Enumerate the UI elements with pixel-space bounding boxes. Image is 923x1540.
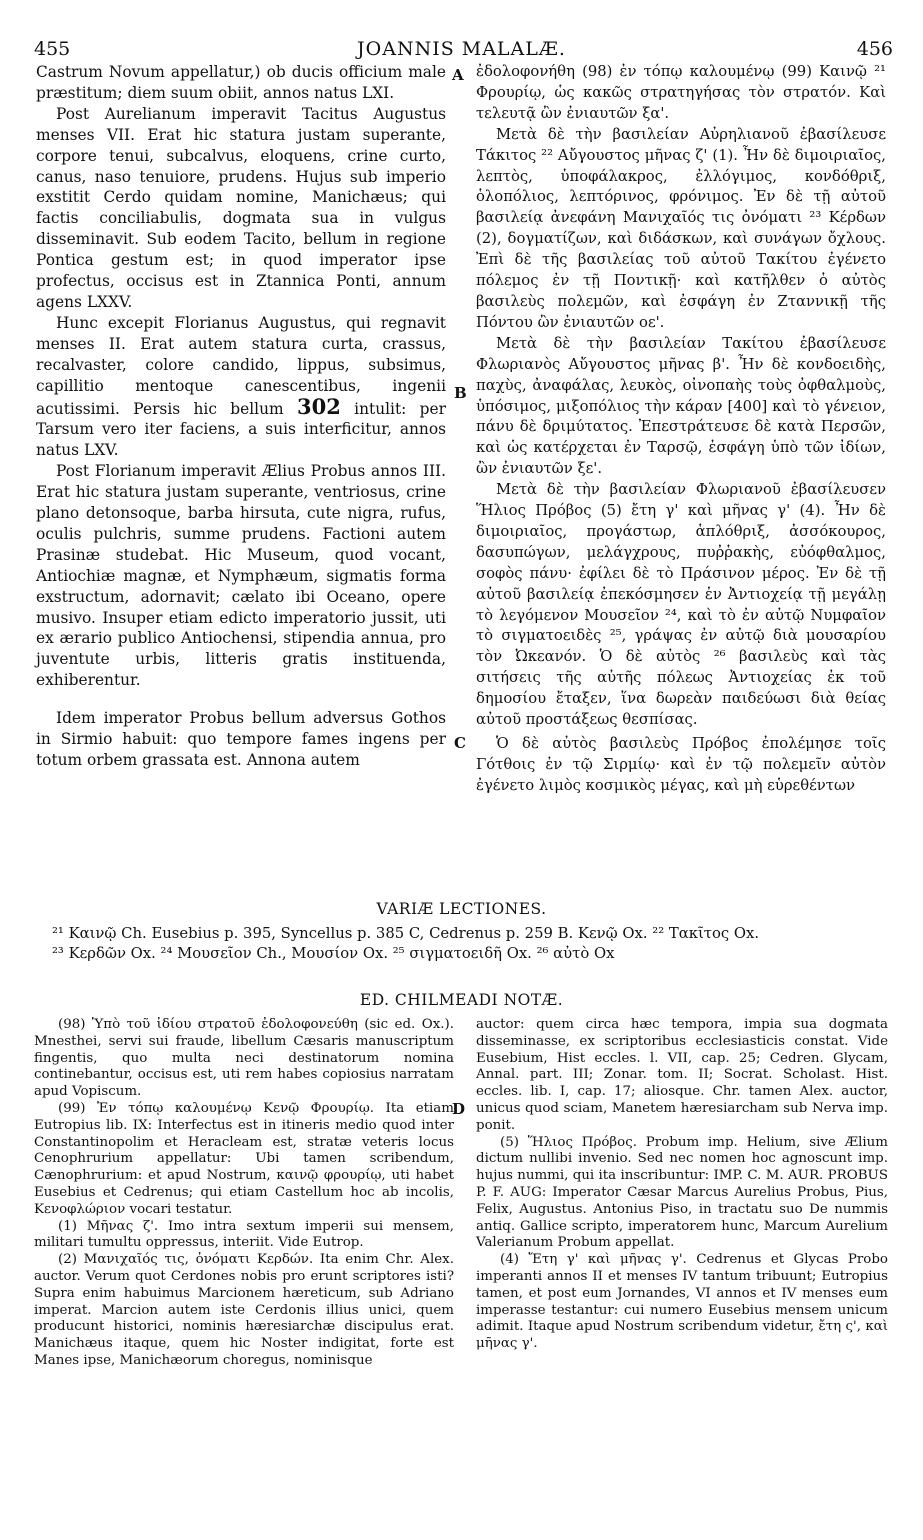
column-number: 302 bbox=[296, 393, 341, 419]
running-title: JOANNIS MALALÆ. bbox=[357, 38, 566, 60]
page-header bbox=[0, 38, 923, 62]
margin-letter-c: C bbox=[454, 734, 466, 752]
greek-column bbox=[476, 62, 886, 797]
margin-letter-a: A bbox=[452, 66, 464, 84]
notes-heading: ED. CHILMEADI NOTÆ. bbox=[359, 991, 564, 1009]
variae-heading: VARIÆ LECTIONES. bbox=[376, 900, 547, 918]
latin-text: intulit: per Tarsum vero iter faciens, a suis interficitur, annos natus LXV. bbox=[36, 399, 446, 460]
greek-paragraph: ἐδολοφονήθη (98) ἐν τόπῳ καλουμένῳ (99) Καινῷ ²¹ Φρουρίῳ, ὡς κακῶς στρατηγήσας τὸν στρατόν. Καὶ τελευτᾷ ὢν ἐνιαυτῶν ξα'. bbox=[476, 63, 886, 122]
page-number-right: 456 bbox=[856, 38, 893, 60]
greek-paragraph: Μετὰ δὲ τὴν βασιλείαν Φλωριανοῦ ἐβασίλευσεν Ἥλιος Πρόβος (5) ἔτη γ' καὶ μῆνας γ' (4). Ἦν δὲ διμοιριαῖος, προγάστωρ, ἁπλόθριξ, ἀσσόκουρος, δασυπώγων, μελάγχρους, πυῤῥακὴς, εὐόφθαλμος, σοφὸς πάνυ· ἐφίλει δὲ τὸ Πράσινον μέρος. Ἐν δὲ τῇ αὐτοῦ βασιλείᾳ ἐπεκόσμησεν ἐν Ἀντιοχείᾳ τῇ μεγάλῃ τὸ λεγόμενον Μουσεῖον ²⁴, καὶ τὸ ἐν αὐτῷ Νυμφαῖον τὸ σιγματοειδὲς ²⁵, γράψας ἐν αὐτῷ διὰ μουσαρίου τὸν Ὠκεανόν. Ὁ δὲ αὐτὸς ²⁶ βασιλεὺς καὶ τὰς σιτήσεις τῆς αὐτῆς πόλεως Ἀντιοχείας ἐκ τοῦ δημοσίου ἔταξεν, ἵνα δωρεὰν παιδεύωσι διὰ θείας αὐτοῦ προστάξεως θεσπίσας. bbox=[476, 481, 886, 729]
notes-right-column bbox=[476, 1017, 888, 1353]
note-4: (4) Ἔτη γ' καὶ μῆνας γ'. Cedrenus et Glycas Probo imperanti annos II et menses IV tantum tribuunt; Eutropius tamen, et post eum Jornandes, VI annos et IV menses eum imperasse testantur: cui numero Eusebius mensem unicum adimit. Itaque apud Nostrum scribendum videtur, ἔτη ς', καὶ μῆνας γ'. bbox=[476, 1252, 888, 1352]
latin-text: Hunc excepit Florianus Augustus, qui regnavit menses II. Erat autem statura curta, crassus, recalvaster, colore candido, lippus, subsimus, capillitio mentoque canescentibus, ingenii acutissimi. Persis hic bellum bbox=[36, 313, 446, 418]
greek-paragraph: Ὁ δὲ αὐτὸς βασιλεὺς Πρόβος ἐπολέμησε τοῖς Γότθοις ἐν τῷ Σιρμίῳ· καὶ ἐν τῷ πολεμεῖν αὐτὸν ἐγένετο λιμὸς κοσμικὸς μέγας, καὶ μὴ εὑρεθέντων bbox=[476, 735, 886, 794]
note-5: (5) Ἥλιος Πρόβος. Probum imp. Helium, sive Ælium dictum nullibi invenio. Sed nec nomen hoc agnoscunt imp. hujus nummi, qui ita inscribuntur: IMP. C. M. AUR. PROBUS P. F. AUG: Imperator Cæsar Marcus Aurelius Probus, Pius, Felix, Augustus. Antonius Piso, in tractatu suo De nummis antiq. Gallice scripto, imperatorem hunc, Marcum Aurelium Valerianum Probum appellat. bbox=[476, 1134, 888, 1251]
variant-line: ²¹ Καινῷ Ch. Eusebius p. 395, Syncellus p. 385 C, Cedrenus p. 259 B. Κενῷ Ox. ²² Τακῖτος Ox. bbox=[52, 925, 760, 942]
greek-paragraph: Μετὰ δὲ τὴν βασιλείαν Τακίτου ἐβασίλευσε Φλωριανὸς Αὔγουστος μῆνας β'. Ἦν δὲ κονδοειδὴς, παχὺς, ἀναφάλας, λευκὸς, οἰνοπαὴς τοὺς ὀφθαλμοὺς, ὑπόσιμος, μιξοπόλιος τὴν κάραν [400] καὶ τὸ γένειον, πάνυ δὲ δριμύτατος. Ἐπεστράτευσε δὲ κατὰ Περσῶν, καὶ ὡς κατέρχεται ἐν Ταρσῷ, ἐσφάγη ὑπὸ τῶν ἰδίων, ὢν ἐνιαυτῶν ξε'. bbox=[476, 334, 886, 478]
note-1: (1) Μῆνας ζ'. Imo intra sextum imperii sui mensem, militari tumultu oppressus, interiit. Vide Eutrop. bbox=[34, 1218, 454, 1251]
margin-letter-b: B bbox=[454, 384, 467, 402]
latin-paragraph: Castrum Novum appellatur,) ob ducis officium male præstitum; diem suum obiit, annos natus LXI. bbox=[36, 63, 446, 102]
note-98: (98) Ὑπὸ τοῦ ἰδίου στρατοῦ ἐδολοφονεύθη (sic ed. Ox.). Mnesthei, servi sui fraude, libellum Cæsaris manuscriptum fingentis, quo multa neci destinatorum nomina continebantur, occisus est, uti rem habes copiosius narratam apud Vopiscum. bbox=[34, 1017, 454, 1100]
note-99: (99) Ἐν τόπῳ καλουμένῳ Κενῷ Φρουρίῳ. Ita etiam Eutropius lib. IX: Interfectus est in itineris medio quod inter Constantinopolim et Heracleam est, stratæ veteris locus Cenophrurium appellatur: Ubi tamen scribendum, Cænophrurium: et apud Nostrum, καινῷ φρουρίῳ, uti habet Eusebius et Cedrenus; qui etiam Castellum hoc ab incolis, Κενοφλώριον vocari testatur. bbox=[34, 1100, 454, 1217]
variae-lectiones bbox=[52, 924, 892, 964]
note-continuation: auctor: quem circa hæc tempora, impia sua dogmata disseminasse, ex scriptoribus ecclesiasticis constat. Vide Eusebium, Hist eccles. l. VII, cap. 25; Cedren. Glycam, Annal. part. III; Zonar. tom. II; Socrat. Scholast. Hist. eccles. lib. I, cap. 17; aliosque. Chr. tamen Alex. auctor, unicus quod sciam, Manetem hæresiarcham sub Nerva imp. ponit. bbox=[476, 1017, 888, 1133]
latin-paragraph bbox=[36, 313, 446, 461]
variant-line: ²³ Κερδῶν Ox. ²⁴ Μουσεῖον Ch., Μουσίον Ox. ²⁵ σιγματοειδῆ Ox. ²⁶ αὐτὸ Ox bbox=[52, 945, 615, 962]
latin-paragraph: Post Aurelianum imperavit Tacitus Augustus menses VII. Erat hic statura justam superante, corpore tenui, subcalvus, eloquens, crine curto, canus, naso tenuiore, prudens. Hujus sub imperio exstitit Cerdo quidam nomine, Manichæus; qui factis conciliabulis, dogmata sua in vulgus disseminavit. Sub eodem Tacito, bellum in regione Pontica gestum est; in quod imperator ipse profectus, occisus est in Ztannica Ponti, annum agens LXXV. bbox=[36, 104, 446, 311]
greek-paragraph: Μετὰ δὲ τὴν βασιλείαν Αὐρηλιανοῦ ἐβασίλευσε Τάκιτος ²² Αὔγουστος μῆνας ζ' (1). Ἦν δὲ διμοιριαῖος, λεπτὸς, ὑποφάλακρος, ἐλλόγιμος, κονδόθριξ, ὁλοπόλιος, λεπτόρινος, φρόνιμος. Ἐν δὲ τῇ αὐτοῦ βασιλείᾳ ἀνεφάνη Μανιχαῖός τις ὀνόματι ²³ Κέρδων (2), δογματίζων, καὶ διδάσκων, καὶ συνάγων ὄχλους. Ἐπὶ δὲ τῆς βασιλείας τοῦ αὐτοῦ Τακίτου ἐγένετο πόλεμος ἐν τῇ Ποντικῇ· καὶ κατῆλθεν ὁ αὐτὸς βασιλεὺς πολεμῶν, καὶ ἐσφάγη ἐν Ζταννικῇ τῆς Πόντου ὢν ἐνιαυτῶν οε'. bbox=[476, 125, 886, 331]
latin-column bbox=[36, 62, 446, 771]
margin-letter-d: D bbox=[452, 1100, 466, 1118]
note-2: (2) Μανιχαῖός τις, ὀνόματι Κερδών. Ita enim Chr. Alex. auctor. Verum quot Cerdones nobis pro erunt scriptores isti? Supra enim habuimus Marcionem hæreticum, sub Adriano imperat. Marcion autem iste Cerdonis illius unici, quem producunt historici, nominis hæresiarchæ discipulus erat. Manichæus itaque, quem hic Noster indigitat, forte est Manes ipse, Manichæorum choregus, nominisque bbox=[34, 1252, 454, 1368]
latin-paragraph: Idem imperator Probus bellum adversus Gothos in Sirmio habuit: quo tempore fames ingens per totum orbem grassata est. Annona autem bbox=[36, 709, 446, 769]
notes-left-column bbox=[34, 1017, 454, 1370]
latin-paragraph: Post Florianum imperavit Ælius Probus annos III. Erat hic statura justam superante, ventriosus, crine plano detonsoque, barba hirsuta, cute nigra, rufus, oculis pulchris, summe prudens. Factioni autem Prasinæ studebat. Hic Museum, quod vocant, Antiochiæ magnæ, et Nymphæum, sigmatis forma exstructum, adornavit; cælato ibi Oceano, opere musivo. Insuper etiam edicto imperatorio jussit, uti ex ærario publico Antiochensi, stipendia annua, pro juventute urbis, litteris gratis instituenda, exhiberentur. bbox=[36, 462, 446, 690]
page-number-left: 455 bbox=[34, 38, 71, 60]
